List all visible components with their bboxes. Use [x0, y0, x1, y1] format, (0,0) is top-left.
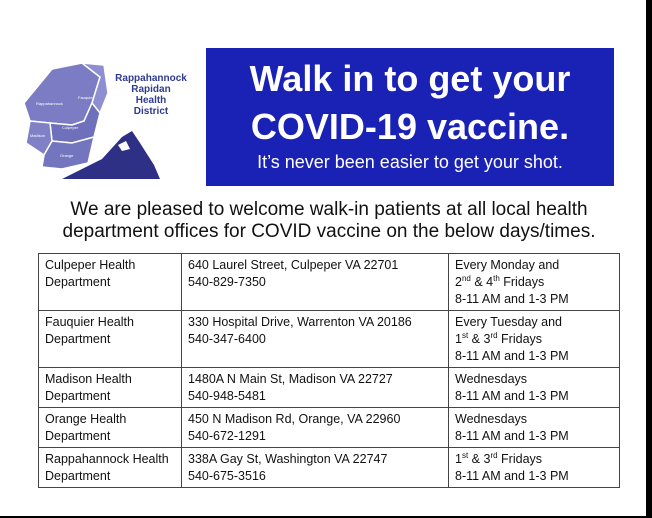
schedule-text: 1	[455, 452, 462, 466]
ordinal-suffix: rd	[490, 330, 498, 340]
table-row	[39, 254, 620, 311]
schedule-line: 8-11 AM and 1-3 PM	[455, 429, 569, 443]
ordinal-suffix: nd	[461, 273, 471, 283]
office-address: 640 Laurel Street, Culpeper VA 22701	[188, 258, 399, 272]
office-schedule-cell	[449, 448, 620, 488]
schedule-line: 8-11 AM and 1-3 PM	[455, 292, 569, 306]
table-row	[39, 311, 620, 368]
office-name-cell	[39, 311, 182, 368]
office-phone: 540-675-3516	[188, 469, 266, 483]
schedule-line	[455, 274, 613, 291]
office-contact-cell	[182, 311, 449, 368]
table-row	[39, 408, 620, 448]
office-name-line: Orange Health	[45, 412, 127, 426]
office-address: 450 N Madison Rd, Orange, VA 22960	[188, 412, 401, 426]
office-name-line: Rappahannock Health	[45, 452, 169, 466]
office-contact-cell	[182, 408, 449, 448]
office-address: 330 Hospital Drive, Warrenton VA 20186	[188, 315, 412, 329]
map-label-rappahannock: Rappahannock	[36, 101, 63, 106]
office-contact-cell	[182, 448, 449, 488]
office-contact-cell	[182, 254, 449, 311]
office-address: 338A Gay St, Washington VA 22747	[188, 452, 388, 466]
office-name-cell	[39, 408, 182, 448]
headline-banner	[206, 48, 614, 186]
office-address: 1480A N Main St, Madison VA 22727	[188, 372, 393, 386]
offices-table	[38, 253, 620, 488]
map-label-orange: Orange	[60, 153, 74, 158]
schedule-line: Every Tuesday and	[455, 315, 563, 329]
office-contact-cell	[182, 368, 449, 408]
office-name-line: Culpeper Health	[45, 258, 136, 272]
schedule-line: Every Monday and	[455, 258, 560, 272]
health-district-logo	[22, 55, 192, 185]
office-name-cell	[39, 448, 182, 488]
ordinal-suffix: st	[461, 330, 469, 340]
office-name-line: Department	[45, 469, 111, 483]
schedule-text: 1	[455, 332, 462, 346]
schedule-line	[455, 331, 613, 348]
headline-subtitle: It’s never been easier to get your shot.	[257, 152, 563, 172]
map-label-madison: Madison	[30, 133, 46, 138]
schedule-line: 8-11 AM and 1-3 PM	[455, 349, 569, 363]
schedule-line	[455, 451, 613, 468]
ordinal-suffix: st	[461, 450, 469, 460]
office-name-line: Department	[45, 429, 111, 443]
schedule-text: Fridays	[497, 332, 543, 346]
schedule-line: Wednesdays	[455, 372, 528, 386]
office-schedule-cell	[449, 254, 620, 311]
intro-text: We are pleased to welcome walk-in patients at all local health department offices for COVID vaccine on the below days/times.	[62, 199, 596, 242]
ordinal-suffix: rd	[490, 450, 498, 460]
headline-line-2: COVID-19 vaccine.	[250, 106, 570, 147]
office-name-line: Department	[45, 332, 111, 346]
schedule-text: Fridays	[499, 275, 545, 289]
ordinal-suffix: th	[493, 273, 500, 283]
headline-line-1: Walk in to get your	[249, 58, 571, 99]
schedule-text: & 3	[468, 452, 491, 466]
schedule-text: Fridays	[497, 452, 543, 466]
office-schedule-cell	[449, 408, 620, 448]
schedule-line: 8-11 AM and 1-3 PM	[455, 389, 569, 403]
office-name-cell	[39, 254, 182, 311]
office-name-cell	[39, 368, 182, 408]
schedule-line: 8-11 AM and 1-3 PM	[455, 469, 569, 483]
office-phone: 540-347-6400	[188, 332, 266, 346]
schedule-text: & 4	[470, 275, 494, 289]
schedule-text: 2	[455, 275, 462, 289]
map-label-fauquier: Fauquier	[78, 95, 94, 100]
schedule-line: Wednesdays	[455, 412, 528, 426]
table-row	[39, 448, 620, 488]
map-label-culpeper: Culpeper	[62, 125, 79, 130]
office-schedule-cell	[449, 311, 620, 368]
office-phone: 540-948-5481	[188, 389, 266, 403]
district-name: Rappahannock Rapidan Health District	[115, 73, 187, 117]
schedule-text: & 3	[468, 332, 491, 346]
office-schedule-cell	[449, 368, 620, 408]
office-name-line: Department	[45, 275, 111, 289]
table-row	[39, 368, 620, 408]
office-name-line: Madison Health	[45, 372, 132, 386]
office-phone: 540-829-7350	[188, 275, 266, 289]
office-name-line: Fauquier Health	[45, 315, 134, 329]
office-phone: 540-672-1291	[188, 429, 266, 443]
office-name-line: Department	[45, 389, 111, 403]
